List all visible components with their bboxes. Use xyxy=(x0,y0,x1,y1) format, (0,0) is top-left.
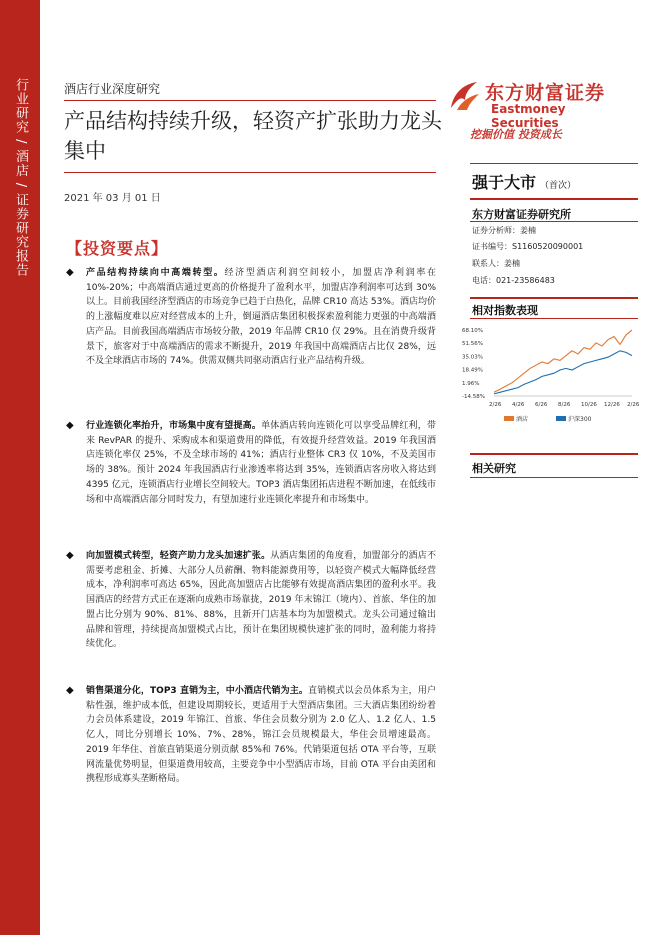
y-tick-label: 1.96% xyxy=(462,380,480,387)
x-tick-label: 8/26 xyxy=(558,402,571,408)
key-point-body: 从酒店集团的角度看，加盟部分的酒店不需要考虑租金、折摊、大部分人员薪酬、物料能源费用等，以轻资产模式大幅降低经营成本，净利润率可高达 65%，因此高加盟店占比能够有效提高酒店集团的盈利水平。我国酒店的经营方式正在逐渐向成熟市场靠拢，2019 年末锦江（境内）、首旅、华住的加盟占比分别为 90%、81%、88%，且新开门店基本均为加盟模式。龙头公司通过输出品牌和管理，持续提高加盟模式占比，预计在集团规模快速扩张的同时，盈利能力将持续优化。 xyxy=(86,551,436,650)
diamond-bullet-icon: ◆ xyxy=(66,685,74,696)
y-tick-label: 18.49% xyxy=(462,367,483,374)
y-tick-label: 51.56% xyxy=(462,341,483,348)
report-type: 酒店行业深度研究 xyxy=(64,82,161,96)
sidebar xyxy=(0,0,40,935)
key-point-body: 经济型酒店利润空间较小，加盟店净利润率在 10%-20%；中高端酒店通过更高的价格提升了盈利水平，加盟店净利润率可达到 30%以上。目前我国经济型酒店的市场竞争已趋于白热化，品牌 CR10 高达 53%。酒店均价的上涨幅度难以应对经营成本的上升，倒逼酒店集团积极探索盈利能力更强的中高端酒店产品。目前我国高端酒店市场较分散，2019 年品牌 CR10 仅 29%。且在消费升级背景下，旅客对于中高端酒店的需求不断提升，2019 年我国中高端酒店占比仅 28%，远不及全球酒店市场的 74%。供需双侧共同驱动酒店行业产品结构升级。 xyxy=(86,268,436,367)
series-line-hs300 xyxy=(494,351,632,394)
report-date: 2021 年 03 月 01 日 xyxy=(64,193,161,204)
chart-divider-top xyxy=(470,297,638,299)
x-tick-label: 2/26 xyxy=(489,402,502,408)
brand-name-cn: 东方财富证券 xyxy=(485,82,606,104)
legend-swatch xyxy=(556,416,566,421)
y-tick-label: 35.03% xyxy=(462,354,483,361)
rating-note: （首次） xyxy=(540,181,577,191)
title-divider-bottom xyxy=(64,172,436,173)
analyst: 证券分析师：姜楠 xyxy=(472,226,536,235)
x-tick-label: 10/26 xyxy=(581,402,597,408)
contact: 联系人：姜楠 xyxy=(472,259,520,268)
x-tick-label: 12/26 xyxy=(604,402,620,408)
sidebar-category: 行业研究 / 酒店 / 证券研究报告 xyxy=(13,78,28,278)
key-points-heading: 【投资要点】 xyxy=(66,239,169,258)
rating-label: 强于大市 xyxy=(472,173,537,192)
y-tick-label: -14.58% xyxy=(462,394,485,400)
institute-divider xyxy=(470,221,638,222)
key-point xyxy=(66,419,436,507)
y-tick-label: 68.10% xyxy=(462,328,483,334)
related-divider-top xyxy=(470,453,638,455)
key-point xyxy=(66,549,436,652)
chart-title: 相对指数表现 xyxy=(472,304,538,317)
brand-slogan: 挖掘价值 投资成长 xyxy=(470,128,562,141)
phone: 电话：021-23586483 xyxy=(472,276,555,285)
key-point-lead: 销售渠道分化，TOP3 直销为主，中小酒店代销为主。 xyxy=(86,686,309,696)
key-point xyxy=(66,266,436,369)
brand-logo xyxy=(447,78,617,130)
rating xyxy=(472,170,576,193)
key-point-lead: 向加盟模式转型，轻资产助力龙头加速扩张。 xyxy=(86,551,271,561)
x-tick-label: 6/26 xyxy=(535,402,548,408)
key-point-lead: 行业连锁化率抬升，市场集中度有望提高。 xyxy=(86,421,262,431)
brand-name-en: Eastmoney Securities xyxy=(491,102,566,130)
page-title: 产品结构持续升级，轻资产扩张助力龙头集中 xyxy=(64,109,442,163)
diamond-bullet-icon: ◆ xyxy=(66,420,74,431)
key-point-lead: 产品结构持续向中高端转型。 xyxy=(86,268,225,278)
legend-label: 酒店 xyxy=(516,416,529,423)
title-divider-top xyxy=(64,100,436,101)
certificate: 证书编号：S1160520090001 xyxy=(472,242,584,251)
key-point-body: 直销模式以会员体系为主，用户粘性强，维护成本低，但建设周期较长，更适用于大型酒店集团。三大酒店集团纷纷着力会员体系建设，2019 年锦江、首旅、华住会员数分别为 2.0 亿人、1.2 亿人、1.5 亿人，同比分别增长 10%、7%、28%，锦江会员规模最大，华住会员增速最高。2019 年华住、首旅直销渠道分别贡献 85%和 76%。代销渠道包括 OTA 平台等，互联网流量优势明显，但渠道费用较高，主要竞争中小型酒店市场，目前 OTA 平台由美团和携程形成寡头垄断格局。 xyxy=(86,686,436,785)
brand-flame-icon xyxy=(447,78,483,114)
key-point xyxy=(66,684,436,787)
institute-name: 东方财富证券研究所 xyxy=(472,208,571,221)
key-point-body: 单体酒店转向连锁化可以享受品牌红利，带来 RevPAR 的提升、采购成本和渠道费用的降低，有效提升经营效益。2019 年我国酒店连锁化率仅 25%，不及全球市场的 41%；酒店行业整体 CR3 仅 10%，不及美国市场的 38%。预计 2024 年我国酒店行业渗透率将达到 35%，连锁酒店客房收入将达到 4395 亿元，连锁酒店行业增长空间较大。TOP3 酒店集团拓店进程不断加速，在低线市场和中高端酒店部分同时发力，有望加速行业连锁化率提升和市场集中。 xyxy=(86,421,436,505)
related-divider-bottom xyxy=(470,477,638,478)
diamond-bullet-icon: ◆ xyxy=(66,267,74,278)
legend-label: 沪深300 xyxy=(568,416,592,423)
rating-divider-top xyxy=(470,163,638,164)
diamond-bullet-icon: ◆ xyxy=(66,550,74,561)
chart-divider-bottom xyxy=(470,318,638,319)
legend-swatch xyxy=(504,416,514,421)
relative-index-chart xyxy=(460,324,640,434)
series-line-hotel xyxy=(494,330,632,392)
x-tick-label: 4/26 xyxy=(512,402,525,408)
related-research-title: 相关研究 xyxy=(472,462,516,475)
x-tick-label: 2/26 xyxy=(627,402,640,408)
rating-divider-bottom xyxy=(470,198,638,200)
